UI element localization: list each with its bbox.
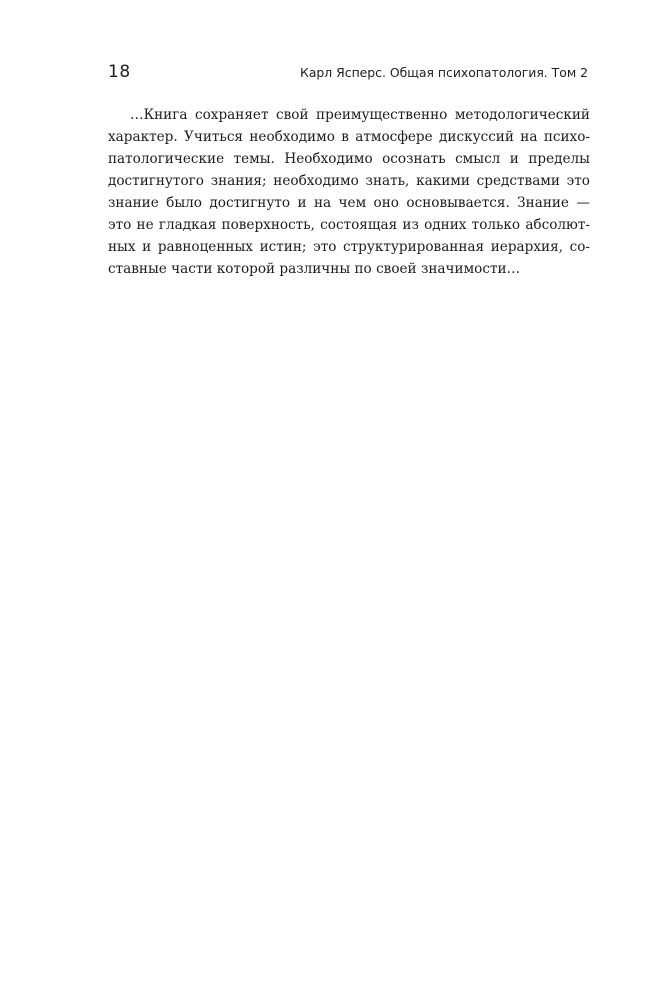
page-header xyxy=(108,62,588,88)
text-line: ных и равноценных истин; это структурированная иерархия, со- xyxy=(108,239,590,255)
page-number: 18 xyxy=(108,62,131,82)
text-line: патологические темы. Необходимо осознать смысл и пределы xyxy=(108,151,590,167)
text-line: ставные части которой различны по своей значимости… xyxy=(108,261,521,277)
text-line: …Книга сохраняет свой преимущественно методологический xyxy=(130,107,590,123)
running-title: Карл Ясперс. Общая психопатология. Том 2 xyxy=(300,65,588,80)
text-line: это не гладкая поверхность, состоящая из одних только абсолют- xyxy=(108,217,590,233)
text-line: достигнутого знания; необходимо знать, какими средствами это xyxy=(108,173,590,189)
text-line: характер. Учиться необходимо в атмосфере дискуссий на психо- xyxy=(108,129,590,145)
body-paragraph xyxy=(108,104,590,280)
text-line: знание было достигнуто и на чем оно основывается. Знание — xyxy=(108,195,590,211)
